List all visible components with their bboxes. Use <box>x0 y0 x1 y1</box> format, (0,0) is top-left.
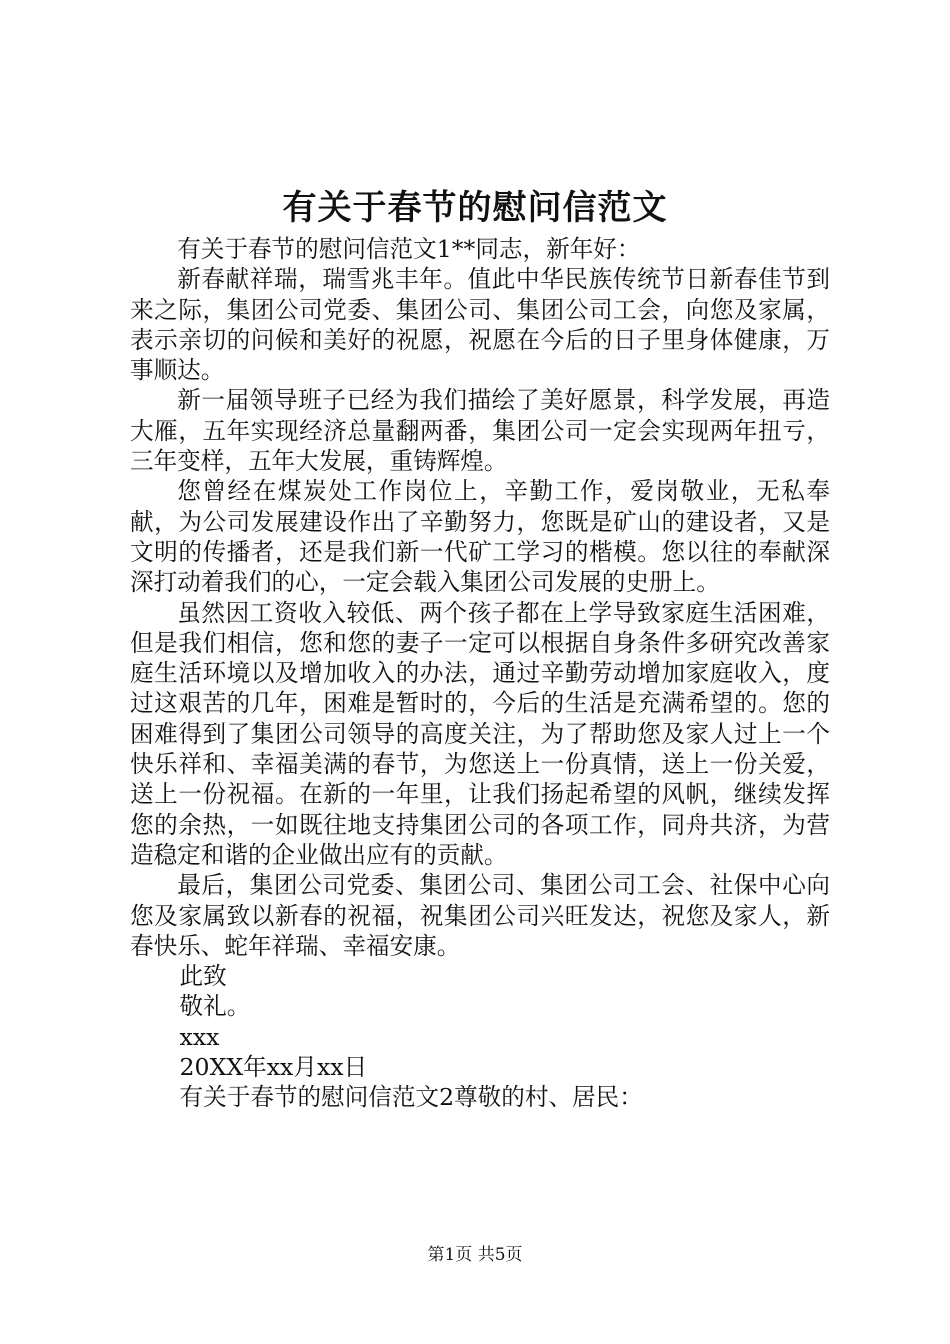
greeting-paragraph: 有关于春节的慰问信范文1**同志，新年好： <box>177 235 641 263</box>
signature: xxx <box>179 1022 220 1051</box>
document-body <box>130 234 830 1113</box>
date-line: 20XX年xx月xx日 <box>179 1053 368 1082</box>
closing-line: 此致 <box>179 962 227 991</box>
page-indicator: 第1页 共5页 <box>427 1245 523 1265</box>
body-paragraph: 新一届领导班子已经为我们描绘了美好愿景，科学发展，再造大雁，五年实现经济总量翻两番，集团公司一定会实现两年扭亏，三年变样，五年大发展，重铸辉煌。 <box>130 386 830 476</box>
body-paragraph: 虽然因工资收入较低、两个孩子都在上学导致家庭生活困难，但是我们相信，您和您的妻子一定可以根据自身条件多研究改善家庭生活环境以及增加收入的办法，通过辛勤劳动增加家庭收入，度过这艰苦的几年，困难是暂时的，今后的生活是充满希望的。您的困难得到了集团公司领导的高度关注，为了帮助您及家人过上一个快乐祥和、幸福美满的春节，为您送上一份真情，送上一份关爱，送上一份祝福。在新的一年里，让我们扬起希望的风帆，继续发挥您的余热，一如既往地支持集团公司的各项工作，同舟共济，为营造稳定和谐的企业做出应有的贡献。 <box>130 598 830 869</box>
document-title: 有关于春节的慰问信范文 <box>282 188 668 228</box>
body-paragraph: 您曾经在煤炭处工作岗位上，辛勤工作，爱岗敬业，无私奉献，为公司发展建设作出了辛勤努力，您既是矿山的建设者，又是文明的传播者，还是我们新一代矿工学习的楷模。您以往的奉献深深打动着我们的心，一定会载入集团公司发展的史册上。 <box>130 477 830 597</box>
body-paragraph: 新春献祥瑞，瑞雪兆丰年。值此中华民族传统节日新春佳节到来之际，集团公司党委、集团公司、集团公司工会，向您及家属，表示亲切的问候和美好的祝愿，祝愿在今后的日子里身体健康，万事顺达。 <box>130 265 830 385</box>
next-letter-heading: 有关于春节的慰问信范文2尊敬的村、居民： <box>179 1083 643 1112</box>
body-paragraph: 最后，集团公司党委、集团公司、集团公司工会、社保中心向您及家属致以新春的祝福，祝集团公司兴旺发达，祝您及家人，新春快乐、蛇年祥瑞、幸福安康。 <box>130 871 830 960</box>
closing-salute: 敬礼。 <box>179 992 251 1021</box>
